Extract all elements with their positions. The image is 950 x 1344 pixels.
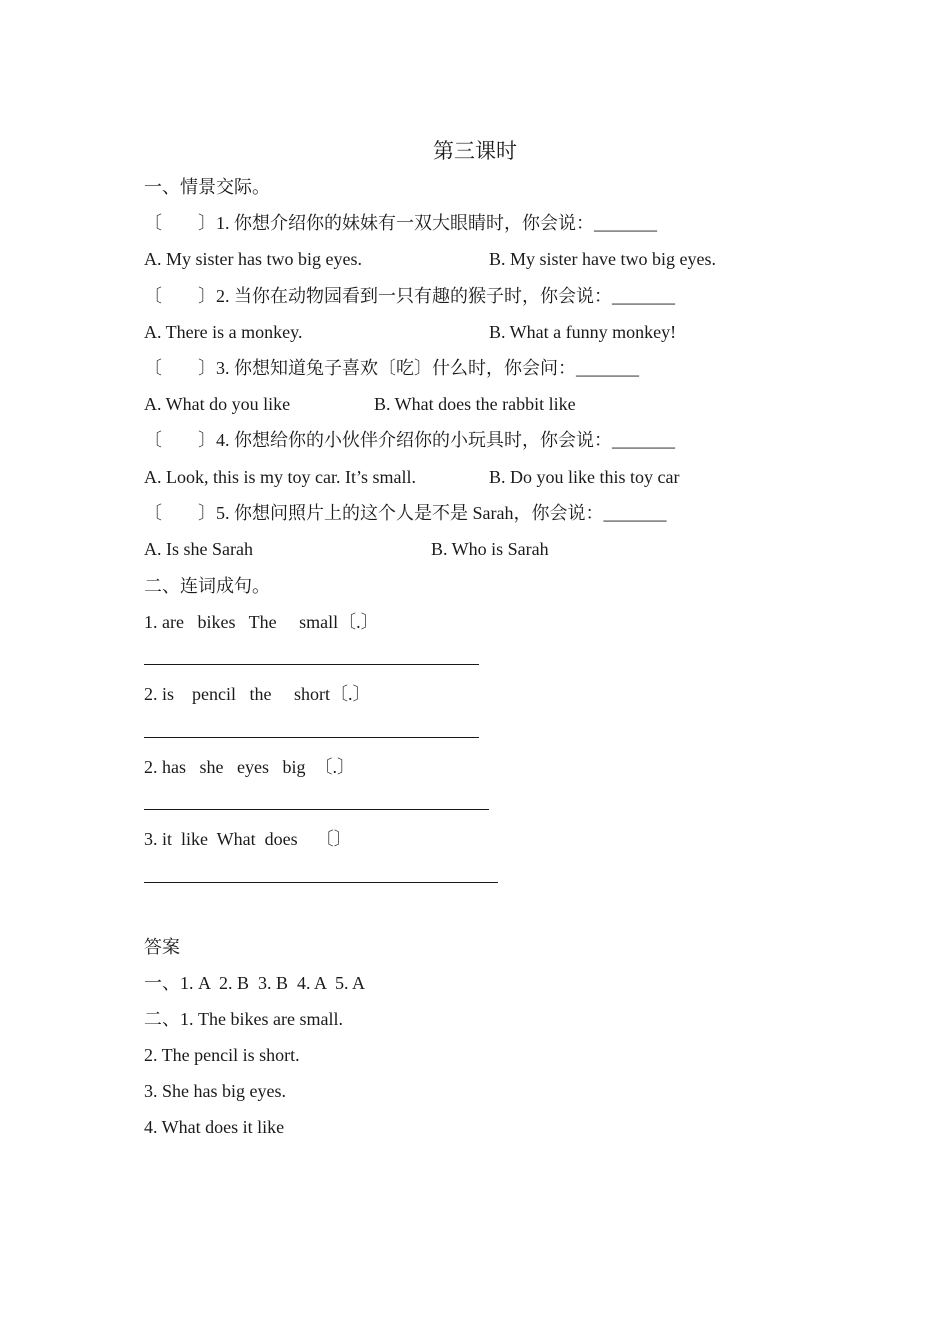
question-5-option-b: B. Who is Sarah [431,539,549,559]
reorder-item-4: 3. it like What does 〔〕 [144,829,352,849]
answer-line-4 [144,882,498,883]
answers-line-2: 二、1. The bikes are small. [144,1009,343,1029]
page-title: 第三课时 [433,139,517,163]
answer-line-2 [144,737,479,738]
reorder-item-3: 2. has she eyes big 〔.〕 [144,757,355,777]
question-2-prompt: 〔 〕2. 当你在动物园看到一只有趣的猴子时，你会说：_______ [144,286,675,306]
question-5-prompt: 〔 〕5. 你想问照片上的这个人是不是 Sarah，你会说：_______ [144,503,667,523]
section2-heading: 二、连词成句。 [144,576,270,596]
question-2-option-a: A. There is a monkey. [144,322,303,342]
answer-line-1 [144,664,479,665]
answers-heading: 答案 [144,937,180,957]
question-1-prompt: 〔 〕1. 你想介绍你的妹妹有一双大眼睛时，你会说：_______ [144,213,657,233]
question-4-option-a: A. Look, this is my toy car. It’s small. [144,467,416,487]
question-4-option-b: B. Do you like this toy car [489,467,680,487]
answers-line-1: 一、1. A 2. B 3. B 4. A 5. A [144,973,366,993]
question-3-option-a: A. What do you like [144,394,291,414]
question-1-option-b: B. My sister have two big eyes. [489,249,716,269]
answer-line-3 [144,809,489,810]
question-3-option-b: B. What does the rabbit like [374,394,576,414]
question-2-option-b: B. What a funny monkey! [489,322,677,342]
question-4-prompt: 〔 〕4. 你想给你的小伙伴介绍你的小玩具时，你会说：_______ [144,430,675,450]
question-3-prompt: 〔 〕3. 你想知道兔子喜欢〔吃〕什么时，你会问：_______ [144,358,639,378]
section1-heading: 一、情景交际。 [144,177,270,197]
answers-line-4: 3. She has big eyes. [144,1081,286,1101]
answers-line-3: 2. The pencil is short. [144,1045,300,1065]
question-5-option-a: A. Is she Sarah [144,539,253,559]
answers-line-5: 4. What does it like [144,1117,285,1137]
reorder-item-2: 2. is pencil the short〔.〕 [144,684,371,704]
question-1-option-a: A. My sister has two big eyes. [144,249,362,269]
reorder-item-1: 1. are bikes The small〔.〕 [144,612,379,632]
